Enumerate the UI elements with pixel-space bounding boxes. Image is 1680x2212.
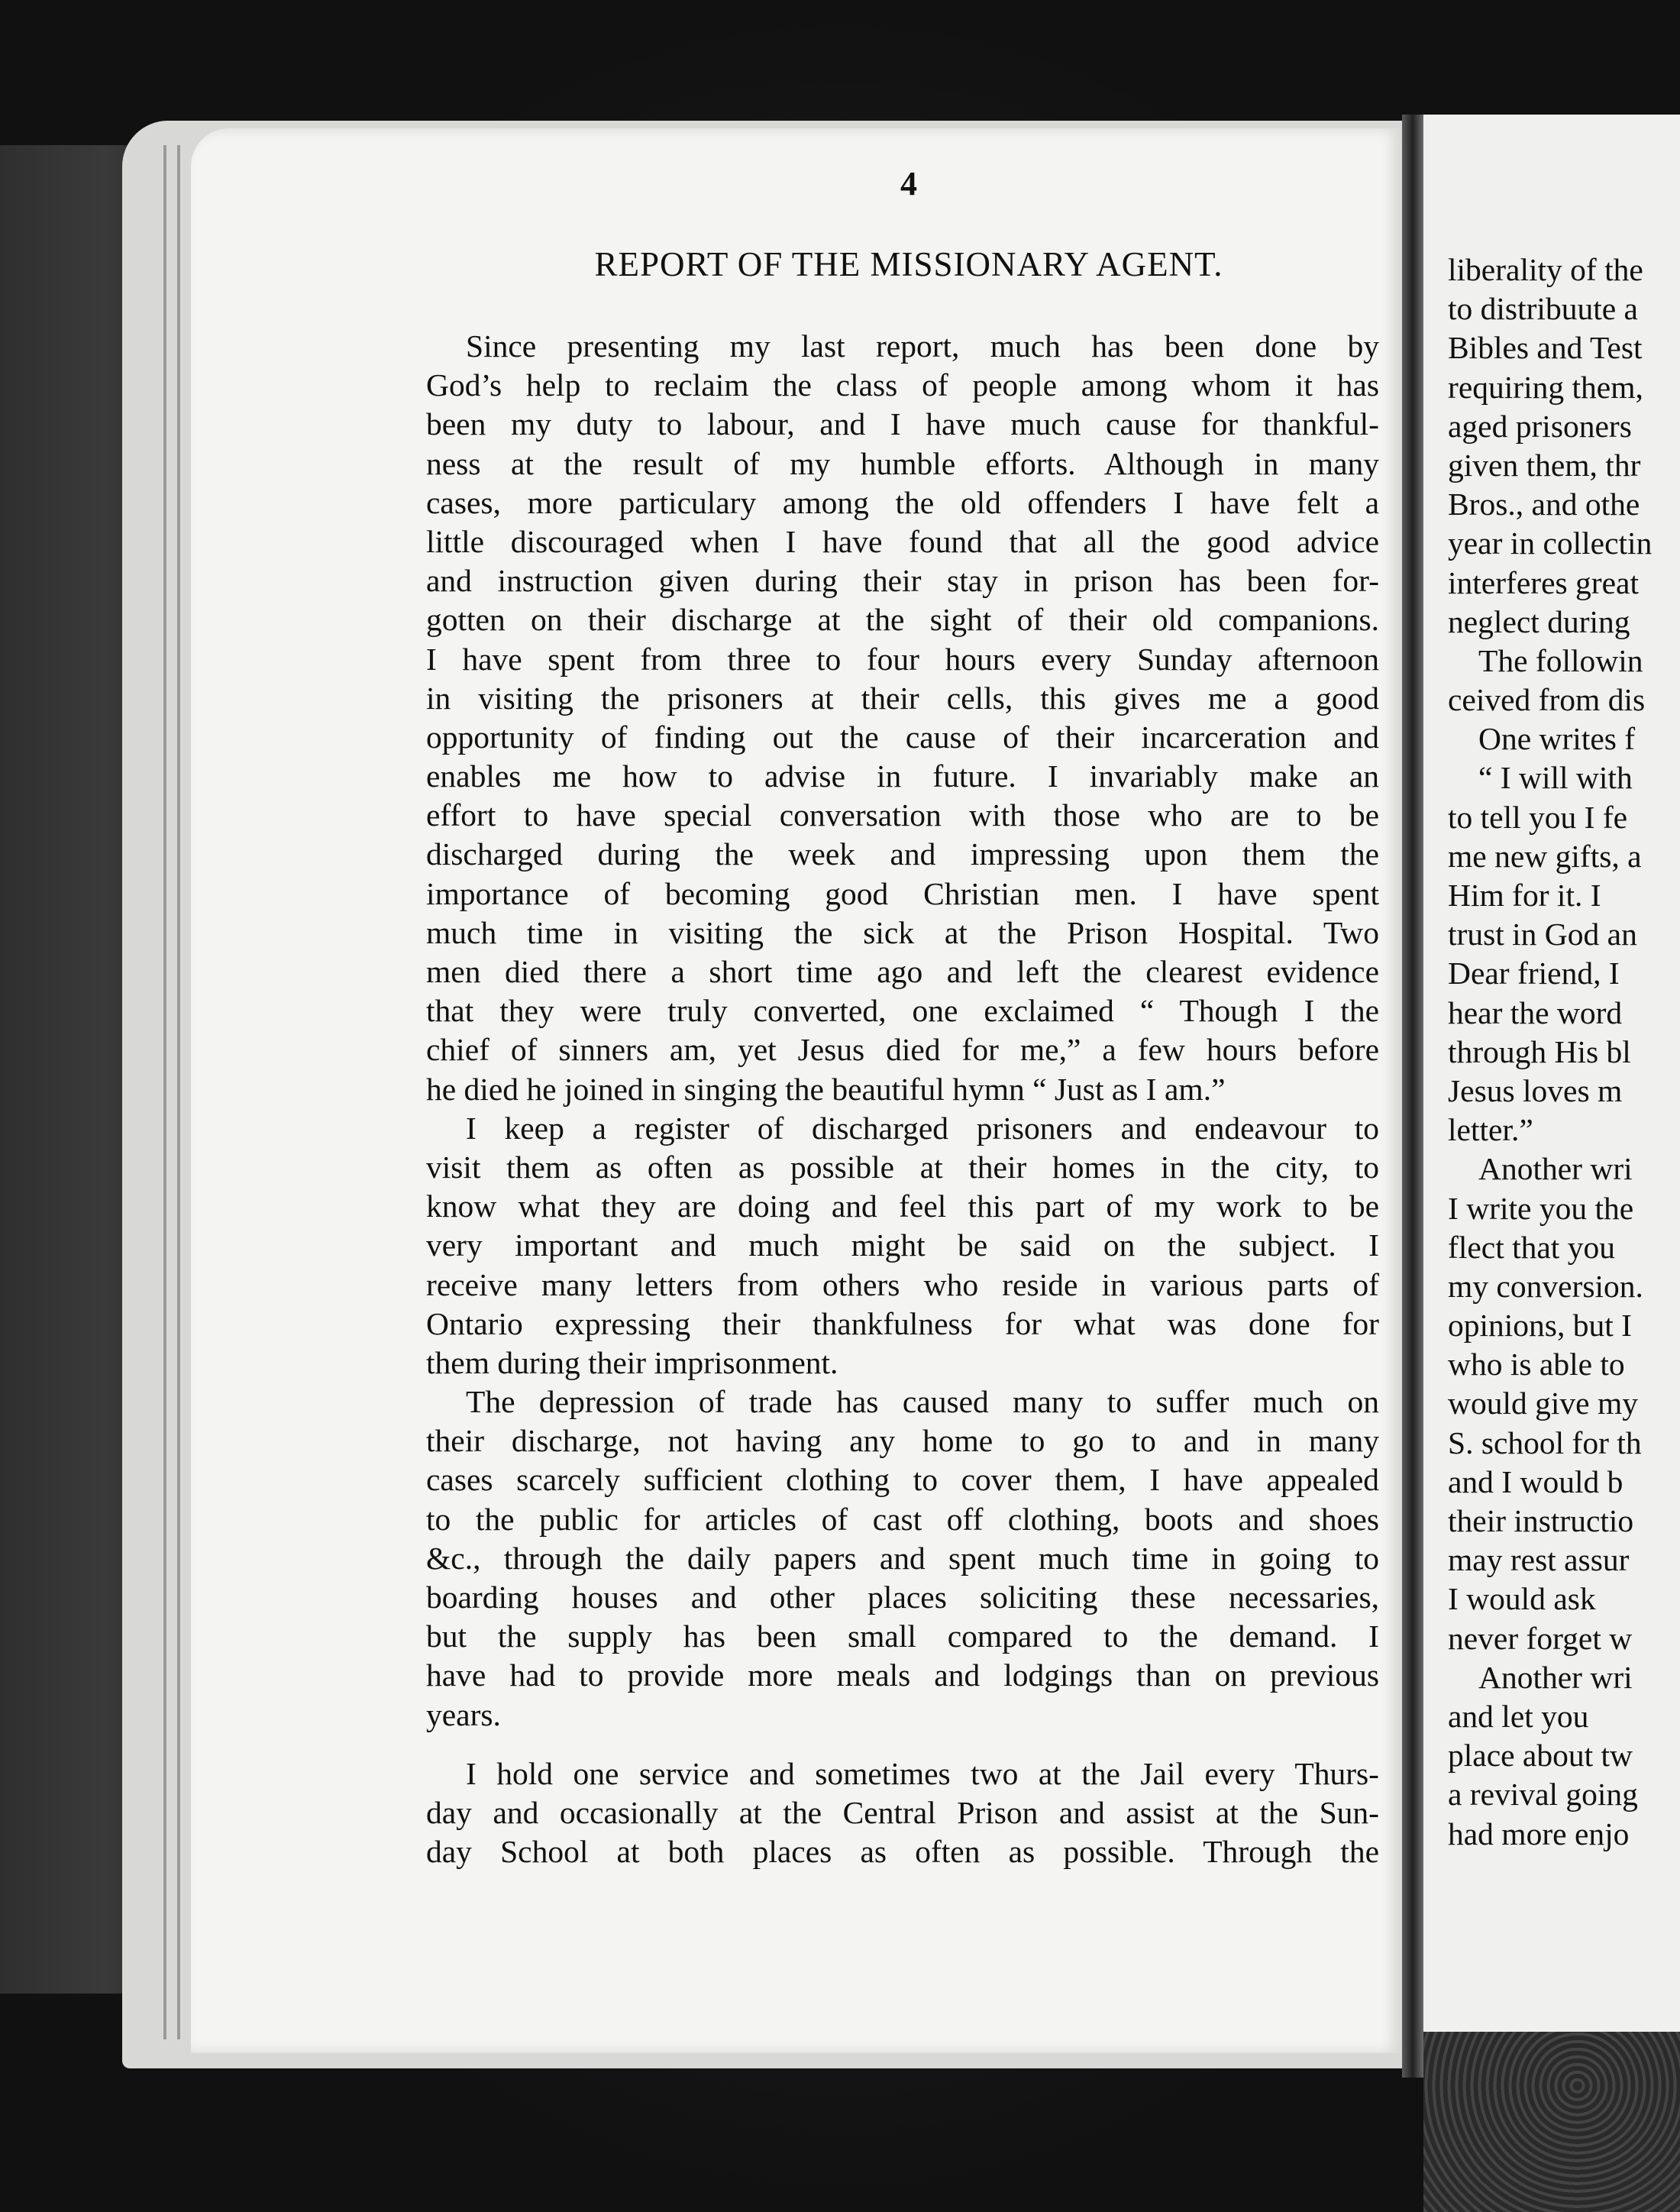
text-line: ness at the result of my humble efforts. Although in many xyxy=(426,445,1379,481)
text-line: but the supply has been small compared to the demand. I xyxy=(426,1619,1379,1654)
text-line: I would ask xyxy=(1448,1581,1596,1617)
text-line: Ontario expressing their thankfulness for what was done for xyxy=(426,1305,1379,1341)
text-line: he died he joined in singing the beautiful hymn “ Just as I am.” xyxy=(426,1071,1226,1107)
text-line: Another wri xyxy=(1478,1659,1633,1695)
text-line: men died there a short time ago and left the clearest evidence xyxy=(426,954,1379,989)
text-line: know what they are doing and feel this part of my work to be xyxy=(426,1188,1379,1224)
text-line: years. xyxy=(426,1696,501,1732)
text-line: and instruction given during their stay in prison has been for- xyxy=(426,563,1379,599)
text-line: Jesus loves m xyxy=(1448,1072,1623,1108)
text-line: Him for it. I xyxy=(1448,878,1601,913)
report-title: REPORT OF THE MISSIONARY AGENT. xyxy=(594,245,1223,283)
text-line: “ I will with xyxy=(1478,760,1633,796)
text-line: little discouraged when I have found that all the good advice xyxy=(426,523,1379,559)
text-line: God’s help to reclaim the class of people among whom it has xyxy=(426,367,1379,403)
text-line: had more enjo xyxy=(1448,1816,1630,1851)
text-line: letter.” xyxy=(1448,1112,1533,1148)
page-edge-line xyxy=(177,145,180,2039)
text-line: place about tw xyxy=(1448,1738,1633,1774)
text-line: a revival going xyxy=(1448,1777,1638,1813)
text-line: chief of sinners am, yet Jesus died for me,” a few hours before xyxy=(426,1032,1379,1068)
text-line: trust in God an xyxy=(1448,917,1637,952)
book-gutter xyxy=(1402,115,1423,2078)
text-line: flect that you xyxy=(1448,1229,1615,1265)
text-line: requiring them, xyxy=(1448,369,1643,405)
text-line: The depression of trade has caused many to suffer much on xyxy=(466,1384,1379,1420)
text-line: and I would b xyxy=(1448,1463,1623,1499)
text-line: effort to have special conversation with those who are to be xyxy=(426,797,1379,833)
cover-pattern xyxy=(1423,2032,1680,2212)
page-edge-line xyxy=(163,145,166,2039)
text-line: neglect during xyxy=(1448,603,1630,639)
text-line: to tell you I fe xyxy=(1448,799,1628,835)
text-line: Bros., and othe xyxy=(1448,487,1640,522)
text-line: I keep a register of discharged prisoners and endeavour to xyxy=(466,1110,1379,1146)
text-line: them during their imprisonment. xyxy=(426,1344,838,1380)
text-line: I hold one service and sometimes two at the Jail every Thurs- xyxy=(466,1755,1379,1791)
text-line: enables me how to advise in future. I invariably make an xyxy=(426,758,1379,794)
page-number: 4 xyxy=(900,165,917,202)
text-line: opinions, but I xyxy=(1448,1308,1632,1344)
text-line: aged prisoners xyxy=(1448,408,1632,444)
text-line: been my duty to labour, and I have much cause for thankful- xyxy=(426,406,1379,442)
text-line: cases, more particulary among the old offenders I have felt a xyxy=(426,484,1379,520)
text-line: importance of becoming good Christian men. I have spent xyxy=(426,875,1379,911)
text-line: to distribuute a xyxy=(1448,291,1638,327)
text-line: day and occasionally at the Central Prison and assist at the Sun- xyxy=(426,1794,1379,1830)
text-line: Dear friend, I xyxy=(1448,956,1620,991)
text-line: my conversion. xyxy=(1448,1268,1643,1304)
text-line: cases scarcely sufficient clothing to cover them, I have appealed xyxy=(426,1462,1379,1498)
text-line: I write you the xyxy=(1448,1190,1634,1226)
text-line: to the public for articles of cast off clothing, boots and shoes xyxy=(426,1501,1379,1537)
text-line: boarding houses and other places soliciting these necessaries, xyxy=(426,1580,1379,1615)
text-line: in visiting the prisoners at their cells, this gives me a good xyxy=(426,680,1379,716)
right-page-body xyxy=(1448,251,1680,1854)
text-line: much time in visiting the sick at the Prison Hospital. Two xyxy=(426,914,1379,950)
text-line: may rest assur xyxy=(1448,1542,1630,1578)
text-line: never forget w xyxy=(1448,1620,1633,1656)
text-line: their discharge, not having any home to go to and in many xyxy=(426,1423,1379,1459)
text-line: have had to provide more meals and lodgings than on previous xyxy=(426,1657,1379,1693)
text-line: and let you xyxy=(1448,1698,1589,1734)
text-line: Another wri xyxy=(1478,1151,1633,1187)
text-line: Bibles and Test xyxy=(1448,330,1643,366)
text-line: One writes f xyxy=(1478,721,1636,757)
text-line: their instructio xyxy=(1448,1503,1634,1538)
text-line: discharged during the week and impressing upon them the xyxy=(426,836,1379,872)
text-line: who is able to xyxy=(1448,1347,1625,1382)
text-line: very important and much might be said on the subject. I xyxy=(426,1227,1379,1263)
text-line: would give my xyxy=(1448,1386,1638,1421)
text-line: liberality of the xyxy=(1448,252,1643,287)
text-line: interferes great xyxy=(1448,564,1639,600)
text-line: day School at both places as often as possible. Through the xyxy=(426,1834,1379,1870)
text-line: The followin xyxy=(1478,642,1643,678)
text-line: given them, thr xyxy=(1448,447,1641,483)
text-line: S. school for th xyxy=(1448,1425,1642,1460)
text-line: Since presenting my last report, much has been done by xyxy=(466,328,1379,364)
text-line: that they were truly converted, one exclaimed “ Though I the xyxy=(426,993,1379,1029)
text-line: hear the word xyxy=(1448,994,1623,1030)
text-line: visit them as often as possible at their homes in the city, to xyxy=(426,1149,1379,1185)
text-line: I have spent from three to four hours every Sunday afternoon xyxy=(426,641,1379,677)
text-line: receive many letters from others who reside in various parts of xyxy=(426,1266,1379,1302)
text-line: opportunity of finding out the cause of their incarceration and xyxy=(426,719,1379,755)
text-line: ceived from dis xyxy=(1448,682,1646,718)
text-line: gotten on their discharge at the sight of their old companions. xyxy=(426,602,1379,638)
left-page-body xyxy=(426,327,1379,1871)
text-line: year in collectin xyxy=(1448,526,1653,561)
text-line: &c., through the daily papers and spent much time in going to xyxy=(426,1540,1379,1576)
text-line: through His bl xyxy=(1448,1033,1631,1069)
text-line: me new gifts, a xyxy=(1448,838,1642,874)
